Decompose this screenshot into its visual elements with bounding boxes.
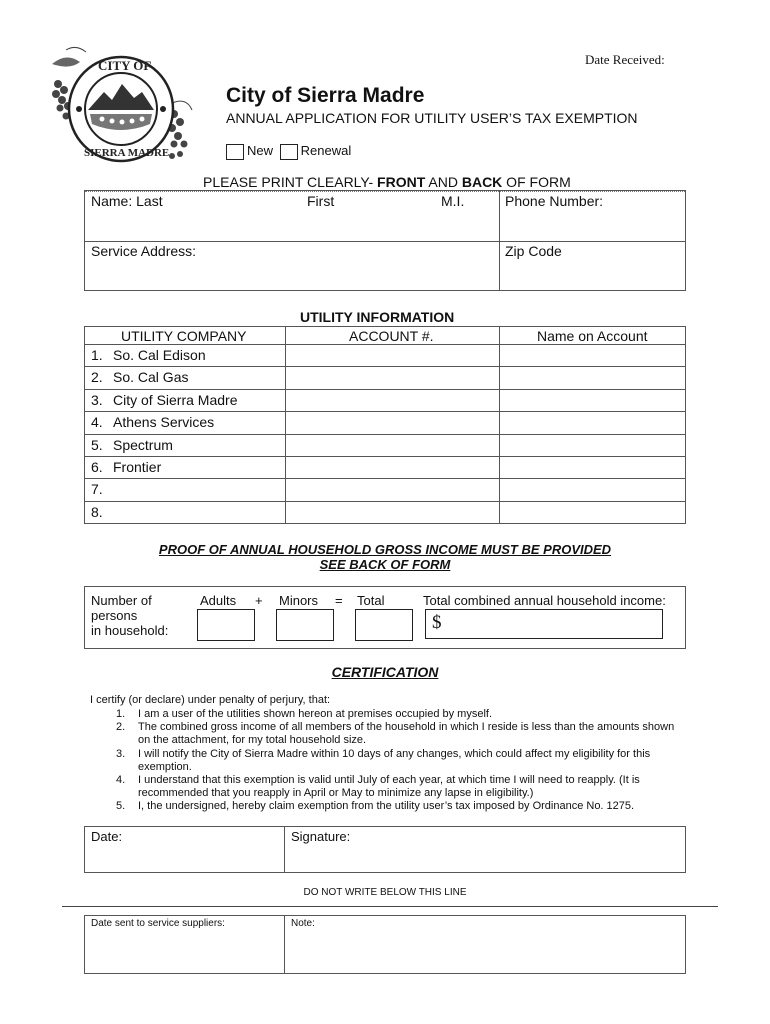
renewal-checkbox[interactable]	[280, 144, 298, 160]
name-on-account-input[interactable]	[500, 390, 684, 410]
signature-field[interactable]: Signature:	[291, 829, 351, 844]
application-type-options	[226, 143, 351, 160]
service-address-field[interactable]: Service Address:	[91, 243, 197, 259]
household-label	[91, 593, 168, 638]
name-on-account-input[interactable]	[500, 367, 684, 387]
account-number-input[interactable]	[286, 479, 498, 499]
total-input[interactable]	[355, 609, 413, 641]
total-label: Total	[357, 593, 385, 608]
utility-row-number: 8.	[91, 503, 103, 520]
certification-item-number: 3.	[116, 747, 126, 760]
date-field[interactable]: Date:	[91, 829, 123, 844]
household-label-line2: persons	[91, 608, 138, 623]
household-box	[84, 586, 686, 649]
utility-row	[85, 478, 685, 500]
name-on-account-input[interactable]	[500, 412, 684, 432]
instruction-back: BACK	[461, 174, 503, 190]
utility-row	[85, 501, 685, 523]
col-account-number: ACCOUNT #.	[349, 328, 434, 344]
utility-company-name: City of Sierra Madre	[113, 391, 238, 408]
utility-table	[84, 326, 686, 524]
utility-row-number: 1.	[91, 347, 103, 363]
date-received-label: Date Received:	[585, 52, 665, 67]
certification-item-number: 4.	[116, 774, 126, 787]
account-number-input[interactable]	[286, 390, 498, 410]
income-label: Total combined annual household income:	[423, 593, 666, 608]
adults-label: Adults	[200, 593, 237, 608]
seal-graphic	[46, 44, 196, 174]
utility-row	[85, 389, 685, 411]
form-title: ANNUAL APPLICATION FOR UTILITY USER’S TAX EXEMPTION	[226, 110, 638, 126]
utility-row-number: 3.	[91, 391, 103, 408]
utility-row-number: 7.	[91, 481, 103, 498]
applicant-info-box	[84, 190, 686, 291]
name-first-field[interactable]: First	[307, 193, 335, 209]
certification-item-number: 2.	[116, 721, 126, 734]
certification-item	[90, 748, 680, 774]
proof-line-1: PROOF OF ANNUAL HOUSEHOLD GROSS INCOME MUST BE PROVIDED	[158, 542, 612, 557]
account-number-input[interactable]	[286, 367, 498, 387]
office-divider	[62, 906, 718, 907]
certification-item	[90, 774, 680, 800]
certification-item	[90, 708, 680, 721]
instruction-and: AND	[425, 174, 462, 190]
instruction-post: OF FORM	[502, 174, 571, 190]
income-input[interactable]	[425, 609, 663, 639]
proof-income-notice	[0, 542, 770, 572]
utility-row	[85, 411, 685, 433]
utility-row-number: 5.	[91, 436, 103, 453]
name-on-account-input[interactable]	[500, 457, 684, 477]
certification-list	[90, 708, 680, 814]
certification-intro: I certify (or declare) under penalty of perjury, that:	[90, 694, 331, 706]
utility-row	[85, 456, 685, 478]
currency-symbol: $	[432, 612, 442, 633]
utility-company-name: Frontier	[113, 459, 162, 475]
utility-row	[85, 344, 685, 366]
name-mi-field[interactable]: M.I.	[441, 193, 465, 209]
utility-company-name: So. Cal Gas	[113, 369, 189, 386]
account-number-input[interactable]	[286, 502, 498, 522]
utility-row-number: 2.	[91, 369, 103, 386]
proof-line-2: SEE BACK OF FORM	[319, 557, 451, 572]
certification-item-text: I, the undersigned, hereby claim exemption from the utility user’s tax imposed by Ordinance No. 1275.	[138, 800, 635, 813]
phone-number-field[interactable]: Phone Number:	[505, 193, 604, 209]
certification-item-text: I will notify the City of Sierra Madre within 10 days of any changes, which could affect my eligibility for this exemption.	[138, 747, 651, 773]
seal-bottom-text: SIERRA MADRE	[84, 147, 170, 159]
minors-label: Minors	[279, 593, 319, 608]
utility-row-number: 6.	[91, 459, 103, 475]
city-seal-logo	[46, 44, 196, 174]
account-number-input[interactable]	[286, 457, 498, 477]
plus-sign: +	[255, 593, 263, 608]
note-field: Note:	[291, 918, 315, 929]
zip-code-field[interactable]: Zip Code	[505, 243, 562, 259]
new-checkbox[interactable]	[226, 144, 244, 160]
new-label: New	[247, 143, 274, 158]
utility-row	[85, 434, 685, 456]
household-label-line3: in household:	[91, 623, 169, 638]
utility-company-name: Spectrum	[113, 436, 173, 453]
equals-sign: =	[335, 593, 343, 608]
instruction-text: PLEASE PRINT CLEARLY-	[203, 174, 378, 190]
certification-item-text: I am a user of the utilities shown hereon at premises occupied by myself.	[138, 708, 493, 720]
certification-title: CERTIFICATION	[331, 664, 439, 680]
seal-top-text: CITY OF	[98, 58, 152, 73]
signature-box	[84, 826, 686, 873]
name-last-field[interactable]: Name: Last	[91, 193, 163, 209]
instruction-front: FRONT	[377, 174, 426, 190]
renewal-label: Renewal	[300, 143, 352, 158]
certification-item-number: 1.	[116, 708, 126, 720]
utility-row-number: 4.	[91, 414, 103, 431]
col-utility-company: UTILITY COMPANY	[121, 328, 247, 344]
utility-company-name: Athens Services	[113, 414, 215, 431]
utility-section-title: UTILITY INFORMATION	[300, 309, 455, 325]
print-instruction	[203, 174, 571, 190]
certification-item	[90, 721, 680, 747]
account-number-input[interactable]	[286, 345, 498, 365]
minors-input[interactable]	[276, 609, 334, 641]
account-number-input[interactable]	[286, 435, 498, 455]
household-label-line1: Number of	[91, 593, 152, 608]
certification-item-text: I understand that this exemption is valid until July of each year, at which time I will need to reapply. (It is recommended that you reapply in April or May to minimize any lapse in eligibility.)	[138, 774, 640, 800]
certification-item-number: 5.	[116, 800, 126, 813]
adults-input[interactable]	[197, 609, 255, 641]
name-on-account-input[interactable]	[500, 479, 684, 499]
account-number-input[interactable]	[286, 412, 498, 432]
name-on-account-input[interactable]	[500, 435, 684, 455]
utility-company-name: So. Cal Edison	[113, 347, 206, 363]
name-on-account-input[interactable]	[500, 502, 684, 522]
do-not-write-notice: DO NOT WRITE BELOW THIS LINE	[303, 887, 467, 898]
city-title: City of Sierra Madre	[226, 84, 425, 107]
utility-row	[85, 366, 685, 388]
office-use-box	[84, 915, 686, 974]
date-sent-field: Date sent to service suppliers:	[91, 918, 225, 929]
certification-item	[90, 800, 680, 813]
col-name-on-account: Name on Account	[537, 328, 648, 344]
name-on-account-input[interactable]	[500, 345, 684, 365]
certification-item-text: The combined gross income of all members of the household in which I reside is less than the amounts shown on the attachment, for my total household size.	[138, 721, 675, 747]
